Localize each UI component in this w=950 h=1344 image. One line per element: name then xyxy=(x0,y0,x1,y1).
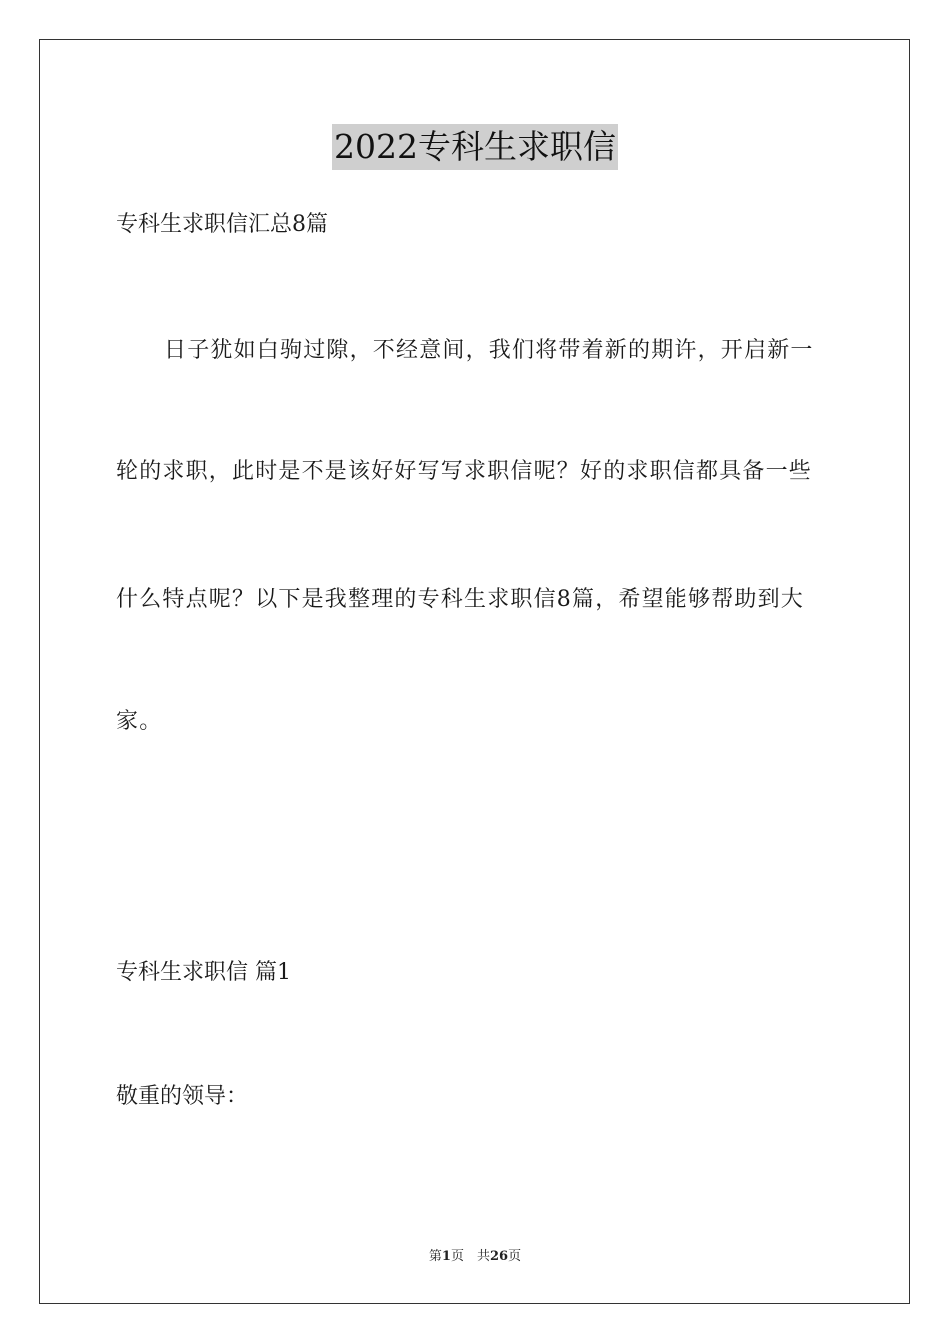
footer-mid: 页 共 xyxy=(450,1249,490,1264)
page-footer xyxy=(0,1248,950,1266)
footer-suffix: 页 xyxy=(508,1249,522,1264)
intro-line-1: 日子犹如白驹过隙，不经意间，我们将带着新的期许，开启新一 xyxy=(164,338,814,363)
document-title: 2022专科生求职信 xyxy=(332,124,618,170)
section-heading: 专科生求职信 篇1 xyxy=(116,960,291,985)
intro-line-3: 什么特点呢？以下是我整理的专科生求职信8篇，希望能够帮助到大 xyxy=(116,587,804,612)
salutation: 敬重的领导： xyxy=(116,1084,249,1109)
footer-current-page: 1 xyxy=(441,1249,451,1264)
intro-line-2: 轮的求职，此时是不是该好好写写求职信呢？好的求职信都具备一些 xyxy=(116,459,813,484)
footer-prefix: 第 xyxy=(428,1249,442,1264)
document-subtitle: 专科生求职信汇总8篇 xyxy=(116,212,328,237)
title-container xyxy=(0,124,950,170)
footer-total-pages: 26 xyxy=(489,1249,509,1264)
intro-line-4: 家。 xyxy=(116,709,163,734)
